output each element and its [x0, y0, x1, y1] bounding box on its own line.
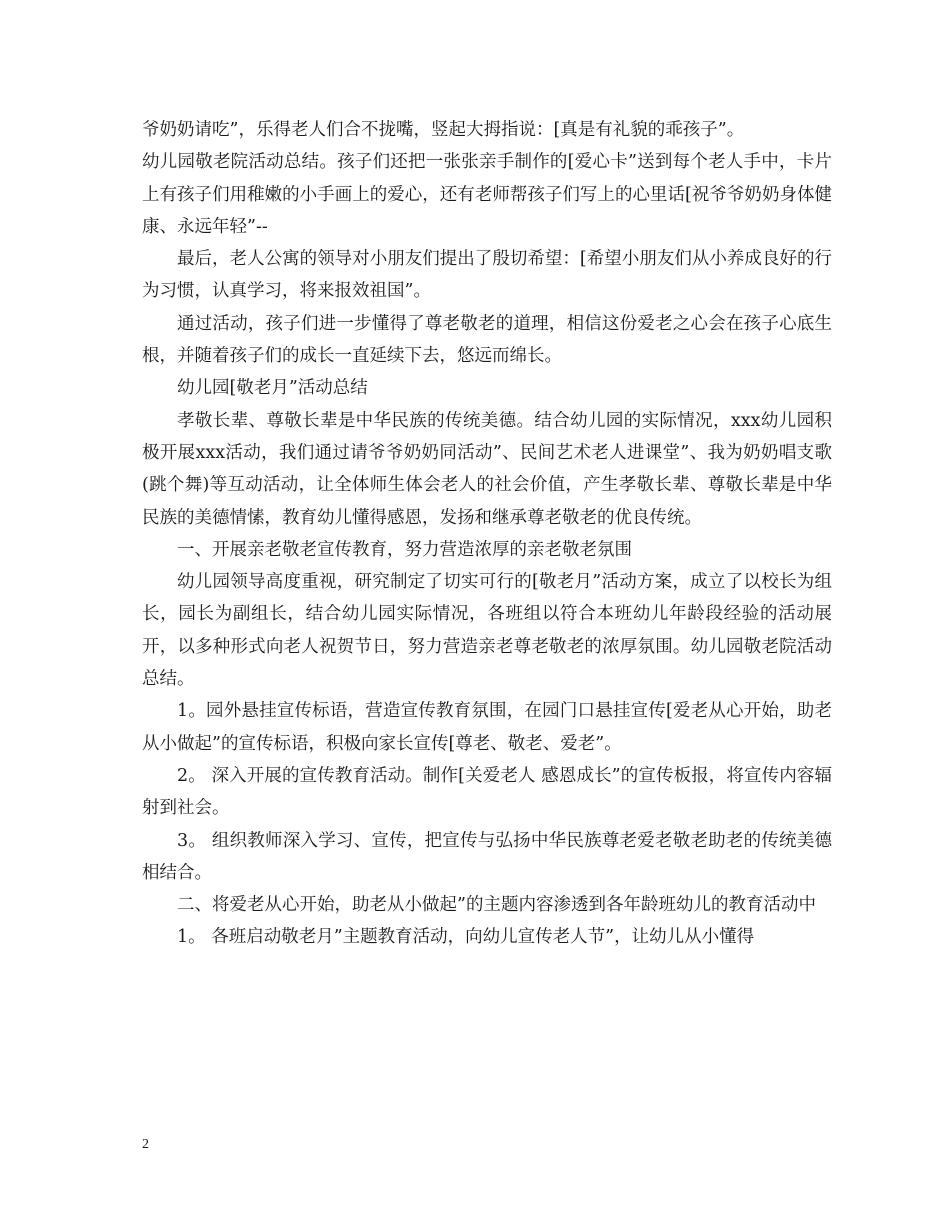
list-item: 1。园外悬挂宣传标语，营造宣传教育氛围，在园门口悬挂宣传[爱老从心开始，助老从小做起”的宣传标语，积极向家长宣传[尊老、敬老、爱老”。 — [142, 701, 832, 754]
list-item: 1。 各班启动敬老月”主题教育活动，向幼儿宣传老人节”，让幼儿从小懂得 — [177, 927, 755, 948]
list-item: 3。 组织教师深入学习、宣传，把宣传与弘扬中华民族尊老爱老敬老助老的传统美德相结合。 — [142, 830, 832, 883]
paragraph: 通过活动，孩子们进一步懂得了尊老敬老的道理，相信这份爱老之心会在孩子心底生根，并随着孩子们的成长一直延续下去，悠远而绵长。 — [142, 313, 832, 367]
list-item: 2。 深入开展的宣传教育活动。制作[关爱老人 感恩成长”的宣传板报，将宣传内容辐射到社会。 — [142, 765, 832, 819]
paragraph: 幼儿园领导高度重视，研究制定了切实可行的[敬老月”活动方案，成立了以校长为组长，园长为副组长，结合幼儿园实际情况，各班组以符合本班幼儿年龄段经验的活动展开，以多种形式向老人祝贺节日，努力营造亲老尊老敬老的浓厚氛围。幼儿园敬老院活动总结。 — [142, 572, 832, 690]
section-heading: 二、将爱老从心开始，助老从小做起”的主题内容渗透到各年龄班幼儿的教育活动中 — [177, 895, 816, 916]
paragraph: 最后，老人公寓的领导对小朋友们提出了殷切希望：[希望小朋友们从小养成良好的行为习惯，认真学习，将来报效祖国”。 — [142, 249, 832, 302]
section-heading: 幼儿园[敬老月”活动总结 — [177, 378, 368, 399]
page-number: 2 — [142, 1137, 149, 1152]
paragraph: 幼儿园敬老院活动总结。孩子们还把一张张亲手制作的[爱心卡”送到每个老人手中，卡片上有孩子们用稚嫩的小手画上的爱心，还有老师帮孩子们写上的心里话[祝爷爷奶奶身体健康、永远年轻”-- — [142, 152, 832, 237]
paragraph: 孝敬长辈、尊敬长辈是中华民族的传统美德。结合幼儿园的实际情况，xxx幼儿园积极开展xxx活动，我们通过请爷爷奶奶同活动”、民间艺术老人进课堂”、我为奶奶唱支歌(跳个舞)等互动活动，让全体师生体会老人的社会价值，产生孝敬长辈、尊敬长辈是中华民族的美德情愫，教育幼儿懂得感恩，发扬和继承尊老敬老的优良传统。 — [142, 410, 832, 528]
section-heading: 一、开展亲老敬老宣传教育，努力营造浓厚的亲老敬老氛围 — [177, 539, 632, 560]
paragraph: 爷奶奶请吃”，乐得老人们合不拢嘴，竖起大拇指说：[真是有礼貌的乖孩子”。 — [142, 120, 745, 140]
document-body — [142, 114, 832, 954]
